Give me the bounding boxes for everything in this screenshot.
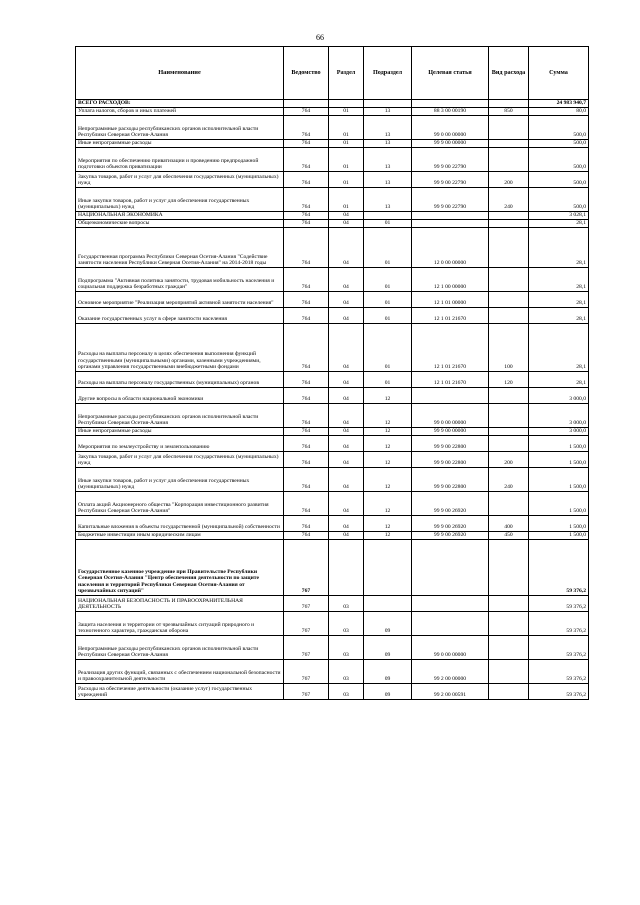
table-row — [76, 684, 589, 700]
table-row — [76, 140, 589, 148]
table-row — [76, 228, 589, 268]
cell-sum: 3 028,1 — [529, 212, 589, 220]
cell-target: 99 9 00 22800 — [412, 436, 489, 452]
cell-name: Реализация других функций, связанных с обеспечением национальной безопасности и правоохранительной деятельности — [76, 660, 284, 684]
cell-dept: 764 — [284, 148, 329, 172]
cell-target: 12 1 00 00000 — [412, 268, 489, 292]
cell-dept: 764 — [284, 428, 329, 436]
table-row — [76, 468, 589, 492]
cell-dept: 764 — [284, 212, 329, 220]
cell-section: 03 — [329, 596, 364, 612]
cell-target: 99 9 00 00000 — [412, 140, 489, 148]
table-header-row — [76, 47, 589, 100]
cell-name: Непрограммные расходы республиканских органов исполнительной власти Республики Северная Осетия-Алания — [76, 636, 284, 660]
cell-name: Непрограммные расходы республиканских органов исполнительной власти Республики Северная Осетия-Алания — [76, 404, 284, 428]
cell-sum: 28,1 — [529, 324, 589, 372]
cell-exp-type — [489, 612, 529, 636]
cell-exp-type: 240 — [489, 188, 529, 212]
cell-name: Другие вопросы в области национальной экономики — [76, 388, 284, 404]
table-row — [76, 268, 589, 292]
cell-section: 04 — [329, 428, 364, 436]
cell-section: 04 — [329, 228, 364, 268]
cell-dept: 764 — [284, 268, 329, 292]
cell-target: 99 9 00 22790 — [412, 172, 489, 188]
cell-sum: 500,0 — [529, 116, 589, 140]
cell-dept: 764 — [284, 308, 329, 324]
cell-subsection: 01 — [364, 324, 412, 372]
cell-name: Закупка товаров, работ и услуг для обеспечения государственных (муниципальных) нужд — [76, 172, 284, 188]
cell-sum: 1 500,0 — [529, 516, 589, 532]
cell-target: 88 3 00 00190 — [412, 108, 489, 116]
cell-target: 12 1 01 21670 — [412, 372, 489, 388]
cell-sum: 28,1 — [529, 292, 589, 308]
cell-section: 04 — [329, 388, 364, 404]
cell-subsection: 09 — [364, 660, 412, 684]
cell-target — [412, 212, 489, 220]
table-row — [76, 220, 589, 228]
cell-exp-type — [489, 596, 529, 612]
cell-target: 99 9 00 26920 — [412, 492, 489, 516]
cell-exp-type: 200 — [489, 172, 529, 188]
table-row — [76, 148, 589, 172]
cell-name: Уплата налогов, сборов и иных платежей — [76, 108, 284, 116]
cell-exp-type — [489, 148, 529, 172]
cell-name: Закупка товаров, работ и услуг для обеспечения государственных (муниципальных) нужд — [76, 452, 284, 468]
table-row — [76, 540, 589, 596]
cell-subsection: 12 — [364, 532, 412, 540]
cell-sum: 28,1 — [529, 308, 589, 324]
cell-subsection: 01 — [364, 308, 412, 324]
cell-target: 99 9 00 22800 — [412, 468, 489, 492]
table-row — [76, 492, 589, 516]
cell-dept: 764 — [284, 220, 329, 228]
cell-target: 99 9 00 26920 — [412, 516, 489, 532]
cell-exp-type: 450 — [489, 532, 529, 540]
cell-subsection: 13 — [364, 108, 412, 116]
cell-exp-type — [489, 228, 529, 268]
cell-subsection: 01 — [364, 228, 412, 268]
cell-sum: 24 983 940,7 — [529, 100, 589, 108]
table-row — [76, 212, 589, 220]
cell-sum: 1 500,0 — [529, 532, 589, 540]
header-sum: Сумма — [529, 47, 589, 100]
cell-sum: 500,0 — [529, 188, 589, 212]
cell-section: 04 — [329, 324, 364, 372]
cell-subsection: 01 — [364, 292, 412, 308]
cell-section: 04 — [329, 404, 364, 428]
cell-name: Мероприятия по землеустройству и землепользованию — [76, 436, 284, 452]
cell-section: 01 — [329, 140, 364, 148]
cell-sum: 1 500,0 — [529, 436, 589, 452]
cell-name: Основное мероприятие "Реализация мероприятий активной занятости населения" — [76, 292, 284, 308]
cell-section — [329, 100, 364, 108]
cell-exp-type — [489, 100, 529, 108]
cell-target: 12 1 01 21670 — [412, 324, 489, 372]
cell-target — [412, 540, 489, 596]
cell-target: 99 9 00 26920 — [412, 532, 489, 540]
cell-subsection: 09 — [364, 684, 412, 700]
cell-section: 01 — [329, 188, 364, 212]
cell-subsection — [364, 540, 412, 596]
cell-section: 04 — [329, 212, 364, 220]
cell-section: 04 — [329, 468, 364, 492]
table-row — [76, 108, 589, 116]
table-row — [76, 324, 589, 372]
cell-sum: 28,1 — [529, 268, 589, 292]
cell-subsection: 12 — [364, 516, 412, 532]
budget-table — [75, 46, 589, 700]
table-row — [76, 172, 589, 188]
cell-subsection: 13 — [364, 116, 412, 140]
cell-dept: 767 — [284, 660, 329, 684]
table-row — [76, 308, 589, 324]
cell-name: Общеэкономические вопросы — [76, 220, 284, 228]
cell-dept: 764 — [284, 228, 329, 268]
cell-sum: 1 500,0 — [529, 492, 589, 516]
table-row — [76, 636, 589, 660]
cell-exp-type — [489, 212, 529, 220]
cell-sum: 3 000,0 — [529, 428, 589, 436]
table-row — [76, 292, 589, 308]
cell-exp-type — [489, 428, 529, 436]
cell-sum: 1 500,0 — [529, 452, 589, 468]
cell-exp-type: 200 — [489, 452, 529, 468]
cell-dept: 767 — [284, 540, 329, 596]
table-row — [76, 660, 589, 684]
cell-section: 03 — [329, 684, 364, 700]
cell-section: 01 — [329, 172, 364, 188]
cell-sum: 80,0 — [529, 108, 589, 116]
cell-exp-type — [489, 140, 529, 148]
table-row — [76, 388, 589, 404]
cell-dept: 764 — [284, 516, 329, 532]
table-body — [76, 100, 589, 700]
cell-name: Иные закупки товаров, работ и услуг для обеспечения государственных (муниципальных) нужд — [76, 468, 284, 492]
cell-dept: 764 — [284, 452, 329, 468]
cell-subsection: 12 — [364, 452, 412, 468]
cell-exp-type: 100 — [489, 324, 529, 372]
cell-dept: 764 — [284, 388, 329, 404]
cell-subsection: 09 — [364, 612, 412, 636]
cell-subsection: 01 — [364, 372, 412, 388]
cell-section: 04 — [329, 436, 364, 452]
table-row — [76, 516, 589, 532]
cell-dept: 764 — [284, 116, 329, 140]
cell-name: Непрограммные расходы республиканских органов исполнительной власти Республики Северная Осетия-Алания — [76, 116, 284, 140]
cell-name: Бюджетные инвестиции иным юридическим лицам — [76, 532, 284, 540]
table-row — [76, 188, 589, 212]
cell-exp-type — [489, 540, 529, 596]
cell-exp-type — [489, 436, 529, 452]
cell-subsection: 13 — [364, 148, 412, 172]
table-row — [76, 100, 589, 108]
cell-exp-type: 240 — [489, 468, 529, 492]
cell-exp-type — [489, 220, 529, 228]
cell-section: 03 — [329, 612, 364, 636]
cell-name: Оплата акций Акционерного общества "Корпорация инвестиционного развития Республики Северная Осетия-Алания" — [76, 492, 284, 516]
cell-exp-type: 850 — [489, 108, 529, 116]
cell-subsection: 12 — [364, 436, 412, 452]
table-row — [76, 372, 589, 388]
cell-subsection: 01 — [364, 220, 412, 228]
cell-dept: 767 — [284, 596, 329, 612]
cell-sum: 59 376,2 — [529, 612, 589, 636]
cell-exp-type — [489, 404, 529, 428]
cell-dept: 764 — [284, 404, 329, 428]
cell-sum: 500,0 — [529, 148, 589, 172]
cell-name: Иные непрограммные расходы — [76, 140, 284, 148]
cell-subsection — [364, 100, 412, 108]
cell-target: 99 0 00 00000 — [412, 116, 489, 140]
cell-subsection: 12 — [364, 404, 412, 428]
table-row — [76, 452, 589, 468]
cell-target: 12 1 01 00000 — [412, 292, 489, 308]
cell-section: 03 — [329, 660, 364, 684]
cell-name: Оказание государственных услуг в сфере занятости населения — [76, 308, 284, 324]
cell-section: 01 — [329, 148, 364, 172]
cell-subsection — [364, 212, 412, 220]
cell-sum: 59 376,2 — [529, 540, 589, 596]
cell-subsection: 12 — [364, 468, 412, 492]
header-target: Целевая статья — [412, 47, 489, 100]
cell-target: 99 2 00 00591 — [412, 684, 489, 700]
cell-target — [412, 100, 489, 108]
cell-sum: 500,0 — [529, 140, 589, 148]
cell-exp-type — [489, 684, 529, 700]
cell-dept: 767 — [284, 636, 329, 660]
cell-sum: 500,0 — [529, 172, 589, 188]
cell-exp-type: 400 — [489, 516, 529, 532]
cell-name: Государственное казенное учреждение при Правительстве Республики Северная Осетия-Алания "Центр обеспечения деятельности по защите населения и территорий Республики Северная Осетия-Алания от чрезвычайных ситуаций" — [76, 540, 284, 596]
header-name: Наименование — [76, 47, 284, 100]
cell-section: 01 — [329, 108, 364, 116]
cell-name: Расходы на выплаты персоналу государственных (муниципальных) органов — [76, 372, 284, 388]
cell-target: 12 1 01 21670 — [412, 308, 489, 324]
cell-target — [412, 220, 489, 228]
header-dept: Ведомство — [284, 47, 329, 100]
cell-subsection: 12 — [364, 492, 412, 516]
cell-sum: 28,1 — [529, 228, 589, 268]
cell-section: 04 — [329, 220, 364, 228]
cell-target — [412, 612, 489, 636]
cell-section: 01 — [329, 116, 364, 140]
cell-target: 99 9 00 22800 — [412, 452, 489, 468]
cell-section: 04 — [329, 308, 364, 324]
cell-subsection: 13 — [364, 140, 412, 148]
cell-dept — [284, 100, 329, 108]
table-row — [76, 428, 589, 436]
cell-dept: 764 — [284, 372, 329, 388]
cell-name: Капитальные вложения в объекты государственной (муниципальной) собственности — [76, 516, 284, 532]
page-number: 66 — [316, 33, 324, 42]
cell-target: 99 9 00 22790 — [412, 148, 489, 172]
table-row — [76, 612, 589, 636]
cell-dept: 764 — [284, 140, 329, 148]
cell-sum: 59 376,2 — [529, 596, 589, 612]
cell-exp-type: 120 — [489, 372, 529, 388]
cell-section: 04 — [329, 492, 364, 516]
cell-dept: 764 — [284, 188, 329, 212]
cell-section — [329, 540, 364, 596]
cell-exp-type — [489, 492, 529, 516]
cell-dept: 764 — [284, 492, 329, 516]
cell-exp-type — [489, 636, 529, 660]
cell-name: НАЦИОНАЛЬНАЯ ЭКОНОМИКА — [76, 212, 284, 220]
cell-target: 99 0 00 00000 — [412, 636, 489, 660]
cell-name: НАЦИОНАЛЬНАЯ БЕЗОПАСНОСТЬ И ПРАВООХРАНИТЕЛЬНАЯ ДЕЯТЕЛЬНОСТЬ — [76, 596, 284, 612]
cell-dept: 764 — [284, 172, 329, 188]
cell-section: 03 — [329, 636, 364, 660]
cell-name: ВСЕГО РАСХОДОВ: — [76, 100, 284, 108]
cell-section: 04 — [329, 292, 364, 308]
cell-subsection: 13 — [364, 188, 412, 212]
cell-dept: 764 — [284, 436, 329, 452]
cell-exp-type — [489, 268, 529, 292]
cell-subsection: 01 — [364, 268, 412, 292]
table-row — [76, 404, 589, 428]
cell-name: Иные закупки товаров, работ и услуг для обеспечения государственных (муниципальных) нужд — [76, 188, 284, 212]
cell-subsection — [364, 596, 412, 612]
cell-target: 99 2 00 00000 — [412, 660, 489, 684]
cell-sum: 59 376,2 — [529, 660, 589, 684]
cell-exp-type — [489, 660, 529, 684]
cell-section: 04 — [329, 268, 364, 292]
cell-dept: 767 — [284, 612, 329, 636]
cell-name: Мероприятия по обеспечению приватизации и проведению предпродажной подготовки объектов приватизации — [76, 148, 284, 172]
cell-subsection: 13 — [364, 172, 412, 188]
cell-name: Подпрограмма "Активная политика занятости, трудовая мобильность населения и социальная поддержка безработных граждан" — [76, 268, 284, 292]
table-row — [76, 116, 589, 140]
cell-name: Иные непрограммные расходы — [76, 428, 284, 436]
cell-exp-type — [489, 388, 529, 404]
cell-section: 04 — [329, 452, 364, 468]
cell-target: 99 9 00 22790 — [412, 188, 489, 212]
cell-sum: 28,1 — [529, 372, 589, 388]
cell-target — [412, 388, 489, 404]
cell-name: Защита населения и территории от чрезвычайных ситуаций природного и техногенного характера, гражданская оборона — [76, 612, 284, 636]
cell-name: Государственная программа Республики Северная Осетия-Алания "Содействие занятости населения Республики Северная Осетия-Алания" на 2014-2018 годы — [76, 228, 284, 268]
cell-target: 99 0 00 00000 — [412, 404, 489, 428]
table-row — [76, 596, 589, 612]
header-subsection: Подраздел — [364, 47, 412, 100]
cell-name: Расходы на выплаты персоналу в целях обеспечения выполнения функций государственными (муниципальными) органами, казенными учреждениями, органами управления государственными внебюджетными фондами — [76, 324, 284, 372]
cell-exp-type — [489, 308, 529, 324]
cell-sum: 3 000,0 — [529, 388, 589, 404]
cell-section: 04 — [329, 532, 364, 540]
cell-sum: 59 376,2 — [529, 684, 589, 700]
cell-exp-type — [489, 116, 529, 140]
cell-subsection: 09 — [364, 636, 412, 660]
header-section: Раздел — [329, 47, 364, 100]
cell-section: 04 — [329, 372, 364, 388]
cell-dept: 764 — [284, 468, 329, 492]
cell-section: 04 — [329, 516, 364, 532]
cell-dept: 764 — [284, 292, 329, 308]
table-row — [76, 436, 589, 452]
cell-target — [412, 596, 489, 612]
cell-exp-type — [489, 292, 529, 308]
cell-sum: 1 500,0 — [529, 468, 589, 492]
cell-dept: 764 — [284, 532, 329, 540]
cell-dept: 767 — [284, 684, 329, 700]
cell-sum: 59 376,2 — [529, 636, 589, 660]
cell-dept: 764 — [284, 324, 329, 372]
cell-dept: 764 — [284, 108, 329, 116]
cell-target: 12 0 00 00000 — [412, 228, 489, 268]
table-row — [76, 532, 589, 540]
cell-sum: 28,1 — [529, 220, 589, 228]
cell-sum: 3 000,0 — [529, 404, 589, 428]
header-exp-type: Вид расхода — [489, 47, 529, 100]
cell-name: Расходы на обеспечение деятельности (оказание услуг) государственных учреждений — [76, 684, 284, 700]
cell-subsection: 12 — [364, 428, 412, 436]
cell-target: 99 9 00 00000 — [412, 428, 489, 436]
cell-subsection: 12 — [364, 388, 412, 404]
